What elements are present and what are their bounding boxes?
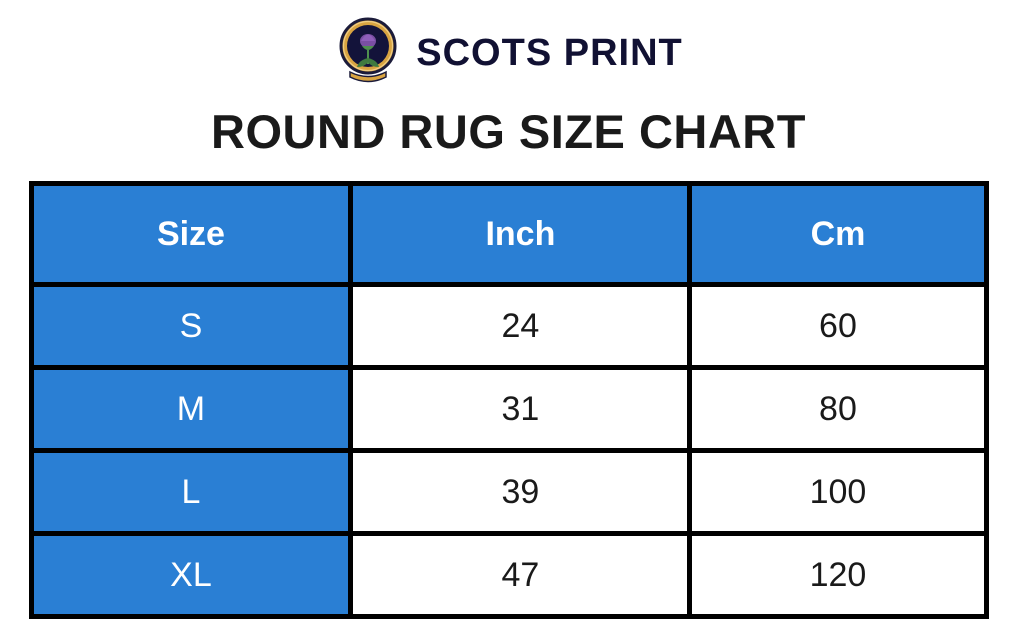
brand-name: SCOTS PRINT [416, 31, 683, 74]
table-row [31, 368, 986, 451]
cell-cm: 60 [690, 285, 986, 368]
page-title: ROUND RUG SIZE CHART [211, 105, 806, 158]
size-chart-table-wrapper [29, 181, 989, 619]
cell-inch: 31 [351, 368, 690, 451]
cell-cm: 100 [690, 451, 986, 534]
table-header-row [31, 184, 986, 285]
table-row [31, 534, 986, 617]
brand-header [334, 16, 682, 90]
cell-cm: 120 [690, 534, 986, 617]
cell-inch: 47 [351, 534, 690, 617]
table-row [31, 285, 986, 368]
cell-inch: 24 [351, 285, 690, 368]
cell-cm: 80 [690, 368, 986, 451]
size-chart-table [29, 181, 989, 619]
cell-size: M [31, 368, 351, 451]
column-header-size: Size [31, 184, 351, 285]
cell-size: XL [31, 534, 351, 617]
cell-inch: 39 [351, 451, 690, 534]
table-row [31, 451, 986, 534]
cell-size: L [31, 451, 351, 534]
column-header-inch: Inch [351, 184, 690, 285]
scottish-clan-crest-thistle-icon [334, 16, 402, 90]
column-header-cm: Cm [690, 184, 986, 285]
cell-size: S [31, 285, 351, 368]
